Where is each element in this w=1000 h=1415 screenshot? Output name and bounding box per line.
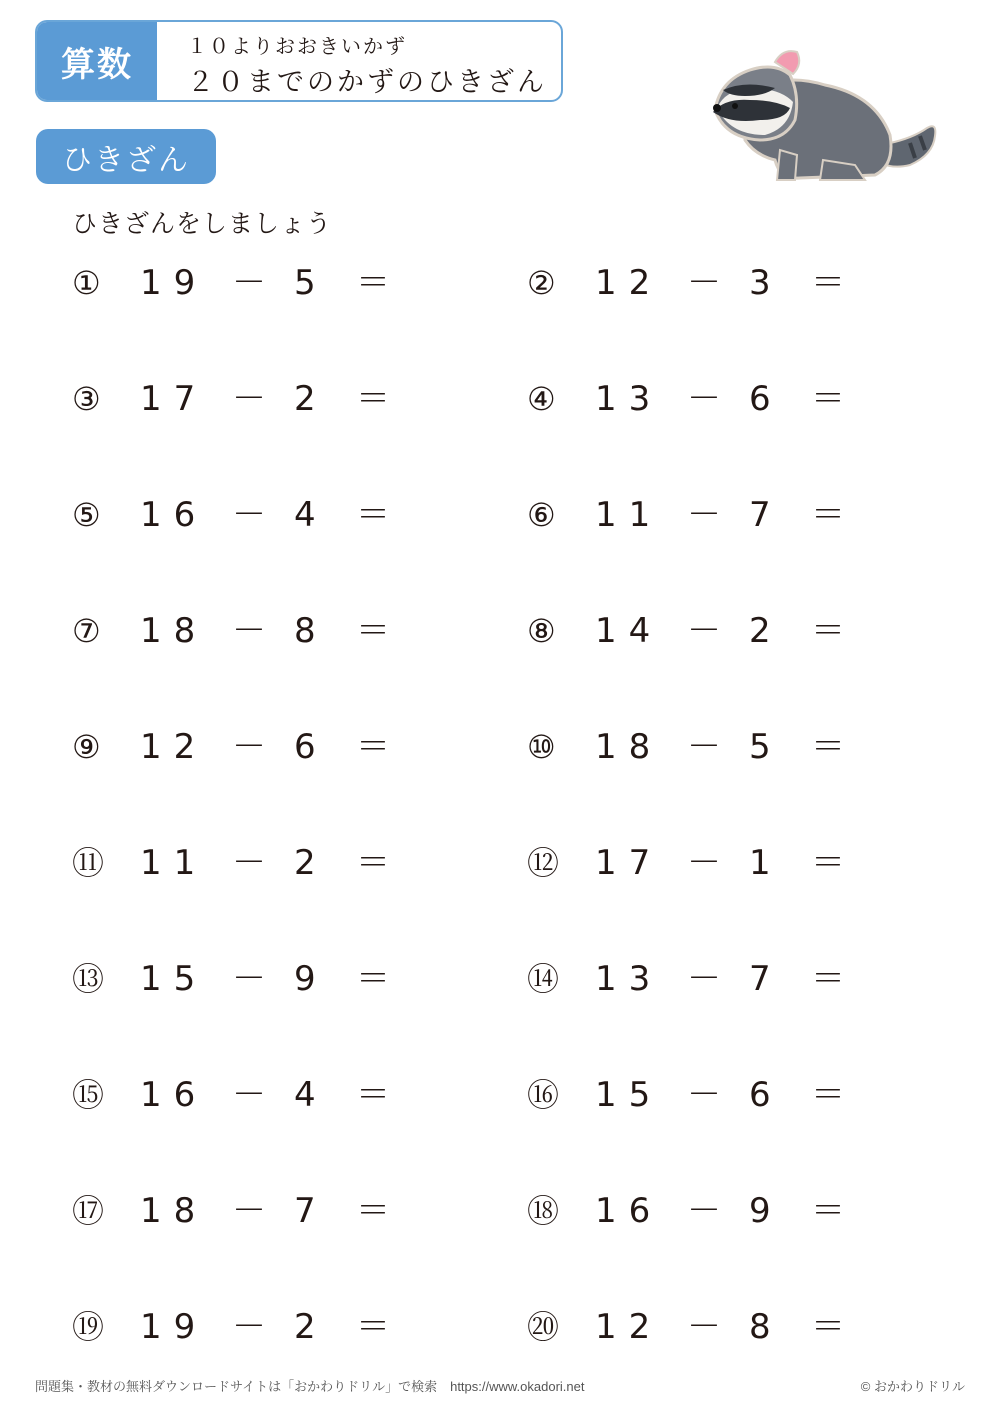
minuend: 17 [595,843,663,883]
equals-sign: ＝ [356,495,390,535]
equals-sign: ＝ [811,959,845,999]
problem-item [527,601,907,661]
equals-sign: ＝ [811,843,845,883]
minus-sign: － [687,843,721,883]
equals-sign: ＝ [811,611,845,651]
minuend: 18 [595,727,663,767]
minuend: 15 [140,959,208,999]
footer-site-note: 問題集・教材の無料ダウンロードサイトは「おかわりドリル」で検索 https://www.okadori.net [35,1379,585,1394]
problem-item [72,1065,452,1125]
problem-number: ① [72,264,101,302]
equals-sign: ＝ [356,1191,390,1231]
equals-sign: ＝ [811,727,845,767]
equals-sign: ＝ [356,959,390,999]
equals-sign: ＝ [356,1307,390,1347]
subtrahend: 6 [749,1075,771,1115]
minus-sign: － [232,1191,266,1231]
problem-number: ③ [72,380,101,418]
problem-item [72,485,452,545]
problem-number: ⑩ [527,728,556,766]
problem-item [72,369,452,429]
subtrahend: 4 [294,495,316,535]
section-label: ひきざん [36,129,216,184]
problem-number: ⑯ [527,1076,560,1114]
problem-item [72,1297,452,1357]
minuend: 14 [595,611,663,651]
equals-sign: ＝ [811,495,845,535]
equals-sign: ＝ [356,727,390,767]
subtrahend: 2 [294,1307,316,1347]
problem-number: ⑫ [527,844,560,882]
problem-item [527,1065,907,1125]
minus-sign: － [232,843,266,883]
minus-sign: － [232,1075,266,1115]
problem-item [72,833,452,893]
minus-sign: － [687,495,721,535]
problem-number: ⑳ [527,1308,560,1346]
problem-item [527,949,907,1009]
equals-sign: ＝ [356,843,390,883]
minuend: 16 [140,495,208,535]
problem-item [527,485,907,545]
minus-sign: － [687,727,721,767]
problem-item [527,717,907,777]
equals-sign: ＝ [811,1075,845,1115]
problem-number: ⑭ [527,960,560,998]
worksheet-header [35,20,563,102]
minuend: 13 [595,959,663,999]
problem-number: ④ [527,380,556,418]
minus-sign: － [232,495,266,535]
problem-item [527,833,907,893]
subject-label: 算数 [37,22,157,100]
minuend: 18 [140,611,208,651]
minus-sign: － [687,1307,721,1347]
subtrahend: 5 [749,727,771,767]
equals-sign: ＝ [811,1307,845,1347]
subtrahend: 7 [749,495,771,535]
minus-sign: － [687,1191,721,1231]
minuend: 13 [595,379,663,419]
problem-item [527,1297,907,1357]
subtrahend: 8 [294,611,316,651]
minus-sign: － [687,959,721,999]
subtrahend: 9 [294,959,316,999]
minuend: 18 [140,1191,208,1231]
minus-sign: － [232,1307,266,1347]
equals-sign: ＝ [356,263,390,303]
minuend: 19 [140,263,208,303]
minus-sign: － [687,263,721,303]
minus-sign: － [232,727,266,767]
subtrahend: 3 [749,263,771,303]
minus-sign: － [687,1075,721,1115]
minuend: 15 [595,1075,663,1115]
problem-number: ⑱ [527,1192,560,1230]
subtrahend: 4 [294,1075,316,1115]
problem-number: ⑨ [72,728,101,766]
minuend: 12 [140,727,208,767]
minus-sign: － [232,263,266,303]
subtrahend: 2 [749,611,771,651]
minuend: 19 [140,1307,208,1347]
minus-sign: － [687,379,721,419]
equals-sign: ＝ [356,1075,390,1115]
subtrahend: 2 [294,379,316,419]
problem-item [527,369,907,429]
problem-number: ⑦ [72,612,101,650]
problem-number: ⑤ [72,496,101,534]
subtrahend: 2 [294,843,316,883]
problem-item [72,601,452,661]
equals-sign: ＝ [356,611,390,651]
problem-item [72,253,452,313]
worksheet-subtitle: １０よりおおきいかず [187,34,407,58]
minus-sign: － [232,611,266,651]
equals-sign: ＝ [811,379,845,419]
instruction-text: ひきざんをしましょう [72,209,333,238]
minus-sign: － [687,611,721,651]
problem-item [72,1181,452,1241]
problem-number: ⑰ [72,1192,105,1230]
problem-item [72,717,452,777]
problem-number: ⑬ [72,960,105,998]
raccoon-illustration [705,40,945,190]
problem-number: ⑲ [72,1308,105,1346]
problem-item [72,949,452,1009]
problem-number: ⑥ [527,496,556,534]
problem-number: ⑪ [72,844,105,882]
minuend: 11 [140,843,208,883]
subtrahend: 7 [749,959,771,999]
footer-copyright: © おかわりドリル [860,1379,965,1394]
minuend: 16 [595,1191,663,1231]
minuend: 16 [140,1075,208,1115]
minuend: 17 [140,379,208,419]
problem-number: ② [527,264,556,302]
minuend: 12 [595,1307,663,1347]
equals-sign: ＝ [811,263,845,303]
equals-sign: ＝ [356,379,390,419]
subtrahend: 1 [749,843,771,883]
subtrahend: 5 [294,263,316,303]
problem-number: ⑧ [527,612,556,650]
subtrahend: 6 [294,727,316,767]
problem-item [527,253,907,313]
minus-sign: － [232,379,266,419]
subtrahend: 7 [294,1191,316,1231]
minuend: 12 [595,263,663,303]
subtrahend: 6 [749,379,771,419]
subtrahend: 9 [749,1191,771,1231]
equals-sign: ＝ [811,1191,845,1231]
worksheet-title: ２０までのかずのひきざん [187,67,547,98]
minus-sign: － [232,959,266,999]
problem-item [527,1181,907,1241]
problem-number: ⑮ [72,1076,105,1114]
subtrahend: 8 [749,1307,771,1347]
minuend: 11 [595,495,663,535]
